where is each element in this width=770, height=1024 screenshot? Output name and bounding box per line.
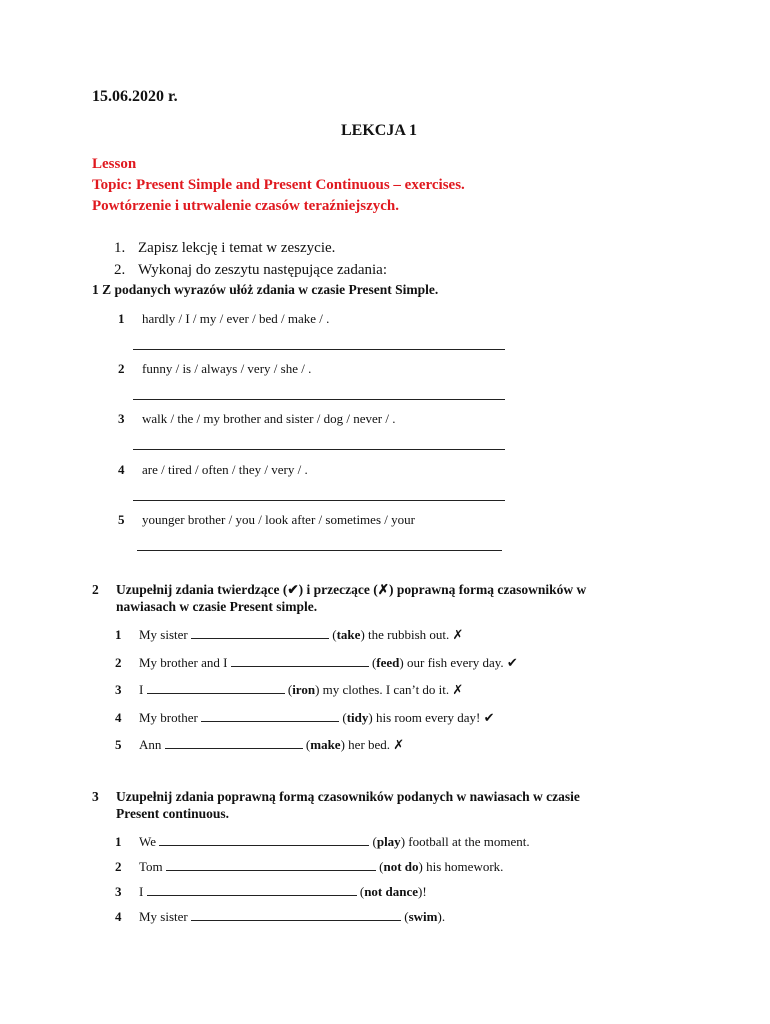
answer-blank[interactable] — [147, 682, 285, 694]
sentence-start: We — [139, 834, 156, 849]
answer-blank[interactable] — [166, 859, 376, 871]
sentence-start: Ann — [139, 737, 162, 752]
sentence-end: my clothes. I can’t do it. — [322, 682, 450, 697]
exercise-3-heading-line1: Uzupełnij zdania poprawną formą czasowników podanych w nawiasach w czasie — [116, 789, 580, 804]
sentence-start: My sister — [139, 627, 188, 642]
verb-hint: swim — [408, 909, 438, 924]
date: 15.06.2020 r. — [92, 88, 178, 105]
item-text: funny / is / always / very / she / . — [142, 361, 312, 376]
item-number: 4 — [115, 710, 122, 725]
verb-hint: not do — [383, 859, 419, 874]
answer-line[interactable] — [133, 349, 505, 350]
cross-mark-icon: ✗ — [452, 628, 464, 643]
item-number: 1 — [115, 627, 122, 642]
exercise-1-heading: 1 Z podanych wyrazów ułóż zdania w czasie Present Simple. — [92, 282, 439, 297]
item-text: hardly / I / my / ever / bed / make / . — [142, 311, 330, 326]
item-number: 4 — [115, 909, 122, 924]
topic-pl: Powtórzenie i utrwalenie czasów teraźniejszych. — [92, 198, 399, 214]
sentence-end: her bed. — [348, 737, 391, 752]
exercise-2-heading-line2: nawiasach w czasie Present simple. — [116, 599, 318, 614]
sentence-start: My brother and I — [139, 655, 228, 670]
item-number: 1 — [118, 311, 125, 326]
item-number: 3 — [115, 884, 122, 899]
exercise-1-item — [118, 361, 311, 377]
answer-blank[interactable] — [147, 884, 357, 896]
sentence-start: Tom — [139, 859, 163, 874]
exercise-3-item: 1 We (play) football at the moment. — [115, 834, 530, 849]
exercise-2-item: 3 I (iron) my clothes. I can’t do it. ✗ — [115, 682, 464, 698]
item-number: 2 — [118, 361, 125, 376]
sentence-end: . — [441, 909, 446, 924]
answer-blank[interactable] — [191, 909, 401, 921]
exercise-3-item: 3 I (not dance)! — [115, 884, 427, 899]
sentence-start: My brother — [139, 710, 198, 725]
sentence-end: football at the moment. — [408, 834, 530, 849]
intro-item — [114, 262, 387, 279]
item-number: 5 — [115, 737, 122, 752]
intro-item — [114, 240, 335, 257]
answer-line[interactable] — [133, 399, 505, 400]
verb-hint: make — [310, 737, 341, 752]
exercise-3-heading — [92, 789, 580, 805]
item-number: 1 — [115, 834, 122, 849]
answer-blank[interactable] — [191, 627, 329, 639]
sentence-start: My sister — [139, 909, 188, 924]
item-number: 3 — [115, 682, 122, 697]
exercise-2-item: 1 My sister (take) the rubbish out. ✗ — [115, 627, 464, 643]
exercise-2-item: 5 Ann (make) her bed. ✗ — [115, 737, 405, 753]
exercise-number: 3 — [92, 789, 99, 804]
intro-item-number: 2. — [114, 262, 126, 278]
exercise-3-heading-line2: Present continuous. — [116, 806, 230, 821]
sentence-end: his room every day! — [375, 710, 481, 725]
sentence-start: I — [139, 682, 144, 697]
item-number: 3 — [118, 411, 125, 426]
item-number: 2 — [115, 655, 122, 670]
verb-hint: tidy — [346, 710, 369, 725]
intro-item-number: 1. — [114, 240, 126, 256]
exercise-number: 2 — [92, 582, 99, 597]
verb-hint: play — [376, 834, 401, 849]
item-text: younger brother / you / look after / sometimes / your — [142, 512, 415, 527]
answer-line[interactable] — [137, 550, 502, 551]
exercise-1-item — [118, 512, 415, 528]
answer-blank[interactable] — [201, 710, 339, 722]
exercise-2-heading-line1: Uzupełnij zdania twierdzące (✔) i przeczące (✗) poprawną formą czasowników w — [116, 582, 587, 597]
item-number: 5 — [118, 512, 125, 527]
exercise-3-item: 2 Tom (not do) his homework. — [115, 859, 504, 874]
check-mark-icon: ✔ — [506, 656, 518, 671]
cross-mark-icon: ✗ — [452, 683, 464, 698]
verb-hint: iron — [292, 682, 316, 697]
sentence-end: the rubbish out. — [368, 627, 450, 642]
intro-item-text: Zapisz lekcję i temat w zeszycie. — [138, 240, 336, 256]
exercise-1-item — [118, 311, 329, 327]
answer-line[interactable] — [133, 449, 505, 450]
exercise-2-item: 4 My brother (tidy) his room every day! ✔ — [115, 710, 495, 726]
item-number: 2 — [115, 859, 122, 874]
verb-hint: take — [336, 627, 361, 642]
sentence-end: his homework. — [426, 859, 504, 874]
topic-en: Topic: Present Simple and Present Continuous – exercises. — [92, 177, 465, 193]
sentence-end: ! — [422, 884, 427, 899]
verb-hint: feed — [376, 655, 400, 670]
answer-blank[interactable] — [231, 655, 369, 667]
verb-hint: not dance — [364, 884, 418, 899]
answer-line[interactable] — [133, 500, 505, 501]
sentence-start: I — [139, 884, 144, 899]
check-mark-icon: ✔ — [483, 711, 495, 726]
exercise-2-item: 2 My brother and I (feed) our fish every day. ✔ — [115, 655, 518, 671]
exercise-2-heading — [92, 582, 586, 598]
page-title: LEKCJA 1 — [341, 122, 418, 139]
item-text: are / tired / often / they / very / . — [142, 462, 308, 477]
answer-blank[interactable] — [165, 737, 303, 749]
cross-mark-icon: ✗ — [393, 738, 405, 753]
answer-blank[interactable] — [159, 834, 369, 846]
lesson-label: Lesson — [92, 156, 137, 172]
exercise-1-item — [118, 462, 308, 478]
exercise-1-item — [118, 411, 395, 427]
intro-item-text: Wykonaj do zeszytu następujące zadania: — [138, 262, 387, 278]
sentence-end: our fish every day. — [407, 655, 504, 670]
item-number: 4 — [118, 462, 125, 477]
exercise-3-item: 4 My sister (swim). — [115, 909, 446, 924]
item-text: walk / the / my brother and sister / dog / never / . — [142, 411, 396, 426]
